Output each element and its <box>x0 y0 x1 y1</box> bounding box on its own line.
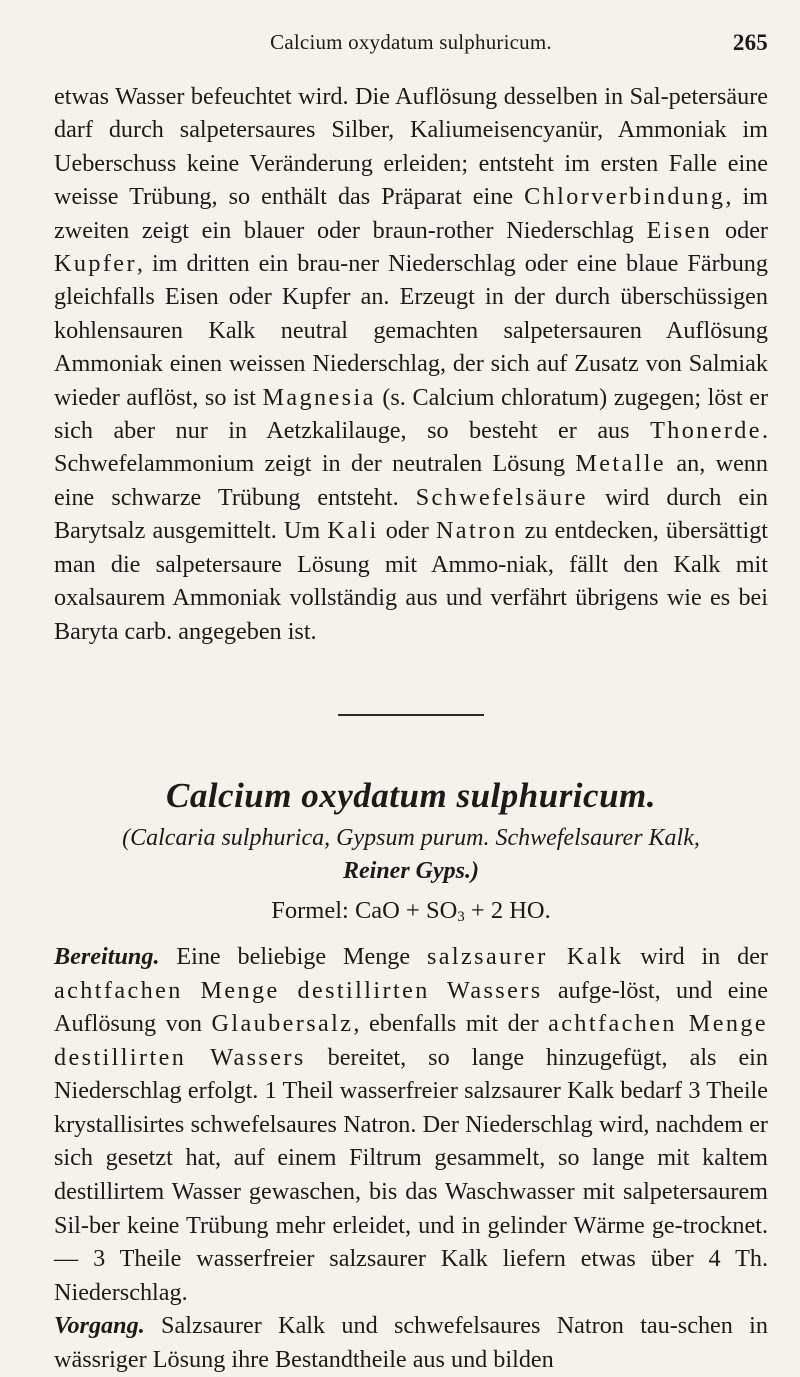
emphasis-eisen: Eisen <box>646 216 713 244</box>
text-run: wird durch ein Barytsalz ausgemittelt. Um <box>54 483 768 545</box>
text-run: oder <box>712 216 768 244</box>
emphasis-achtfache-menge: achtfachen Menge destillirten Wassers <box>54 976 543 1004</box>
text-run: oder <box>378 517 436 545</box>
emphasis-thonerde: Thonerde <box>650 417 762 445</box>
text-run: (s. Calcium chloratum) zugegen; löst er sich aber nur in Aetzkalilauge, so besteht er aus <box>54 383 768 445</box>
paragraph-bereitung <box>54 940 768 1310</box>
text-run: an, wenn eine schwarze Trübung entsteht. <box>54 450 768 511</box>
emphasis-achtfache-menge: achtfachen Menge destillirten Wassers <box>54 1010 768 1071</box>
running-head <box>54 30 768 62</box>
text-run: aufge-löst, und eine Auflösung von <box>54 976 768 1038</box>
emphasis-kupfer: Kupfer <box>54 250 137 278</box>
formula-part: Formel: CaO + SO <box>271 896 458 924</box>
emphasis-natron: Natron <box>435 517 518 545</box>
paragraph-vorgang <box>54 1309 768 1376</box>
page-number: 265 <box>732 30 768 55</box>
vorgang-label: Vorgang. <box>54 1312 145 1340</box>
text-run: zu entdecken, übersättigt man die salpetersaure Lösung mit Ammo-niak, fällt den Kalk mit oxalsaurem Ammoniak vollständig aus und verfährt übrigens wie es bei Baryta carb. angegeben ist. <box>54 517 769 645</box>
text-run: . Schwefelammonium zeigt in der neutralen Lösung <box>54 417 768 478</box>
running-head-title: Calcium oxydatum sulphuricum. <box>270 30 552 54</box>
bereitung-label: Bereitung. <box>54 942 160 970</box>
text-run: Salzsaurer Kalk und schwefelsaures Natron tau-schen in wässriger Lösung ihre Bestandtheile aus und bilden <box>54 1312 768 1374</box>
continued-paragraph <box>54 80 768 648</box>
synonyms-line-2: Reiner Gyps.) <box>343 857 479 884</box>
synonyms-line-1: (Calcaria sulphurica, Gypsum purum. Schwefelsaurer Kalk, <box>122 824 700 851</box>
text-run: Eine beliebige Menge <box>159 942 427 970</box>
emphasis-glaubersalz: Glaubersalz <box>211 1010 354 1038</box>
chemical-formula <box>54 894 768 934</box>
text-run: etwas Wasser befeuchtet wird. Die Auflösung desselben in Sal-petersäure darf durch salpetersaures Silber, Kaliumeisencyanür, Ammoniak im Ueberschuss keine Veränderung erleiden; entsteht im ersten Falle eine weisse Trübung, so enthält das Präparat eine <box>54 83 768 211</box>
section-title: Calcium oxydatum sulphuricum. <box>165 775 657 815</box>
text-run: bereitet, so lange hinzugefügt, als ein Niederschlag erfolgt. 1 Theil wasserfreier salzsaurer Kalk bedarf 3 Theile krystallisirtes schwefelsaures Natron. Der Niederschlag wird, nachdem er sich gesetzt hat, auf einem Filtrum gesammelt, so lange mit kaltem destillirtem Wasser gewaschen, bis das Waschwasser mit salpetersaurem Sil-ber keine Trübung mehr erleidet, und in gelinder Wärme ge-trocknet. — 3 Theile wasserfreier salzsaurer Kalk liefern etwas über 4 Th. Niederschlag. <box>54 1043 768 1306</box>
section-divider <box>338 714 484 716</box>
emphasis-salzsaurer-kalk: salzsaurer Kalk <box>426 942 624 970</box>
emphasis-metalle: Metalle <box>575 450 667 478</box>
formula-subscript: 3 <box>457 908 465 925</box>
text-run: , ebenfalls mit der <box>353 1010 549 1038</box>
section-body <box>54 940 768 1377</box>
emphasis-schwefelsaeure: Schwefelsäure <box>415 483 588 511</box>
emphasis-magnesia: Magnesia <box>262 383 376 411</box>
synonyms <box>54 822 768 888</box>
text-run: wird in der <box>623 942 768 970</box>
book-page <box>54 30 768 1377</box>
emphasis-chlorverbindung: Chlorverbindung <box>524 183 726 211</box>
formula-part: + 2 HO. <box>464 896 551 924</box>
paragraph-analysis <box>54 80 768 648</box>
text-run: , im dritten ein brau-ner Niederschlag oder eine blaue Färbung gleichfalls Eisen oder Kupfer an. Erzeugt in der durch überschüssigen kohlensauren Kalk neutral gemachten salpetersauren Auflösung Ammoniak einen weissen Niederschlag, der sich auf Zusatz von Salmiak wieder auflöst, so ist <box>54 250 768 411</box>
text-run: , im zweiten zeigt ein blauer oder braun-rother Niederschlag <box>54 183 768 244</box>
emphasis-kali: Kali <box>327 517 379 545</box>
